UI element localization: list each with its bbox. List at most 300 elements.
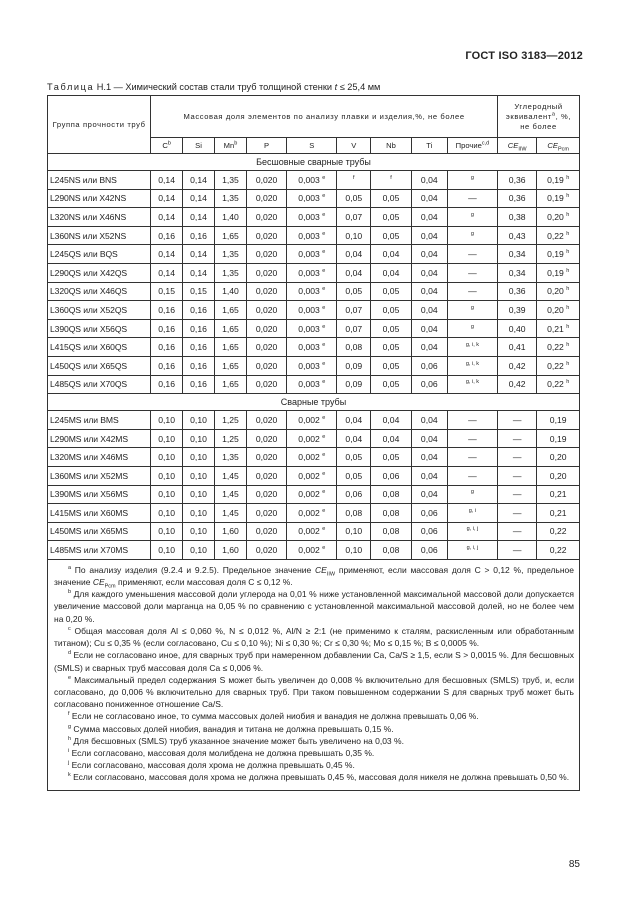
cell-value: 0,10 xyxy=(345,230,363,241)
table-cell xyxy=(498,541,537,560)
table-cell xyxy=(337,226,371,245)
cell-value: 0,020 xyxy=(255,433,278,444)
cell-value: 0,04 xyxy=(420,230,438,241)
cell-value: 0,34 xyxy=(508,249,526,260)
cell-value: 0,020 xyxy=(255,230,278,241)
footnote: $^k$ Если согласовано, массовая доля хрома не должна превышать 0,45 %, массовая доля никеля не должна превышать 0,50 %. xyxy=(68,772,570,783)
footnote-marker: g xyxy=(470,212,474,219)
table-cell xyxy=(246,263,286,282)
cell-value: 0,20 xyxy=(547,286,564,297)
table-cell xyxy=(183,448,215,467)
cell-value: 0,04 xyxy=(420,452,438,463)
table-cell xyxy=(183,301,215,320)
col-p: P xyxy=(246,138,286,154)
cell-value: 0,06 xyxy=(420,379,438,390)
table-cell xyxy=(371,375,411,394)
cell-value: 0,003 xyxy=(298,286,320,297)
cell-value: 1,65 xyxy=(222,342,239,353)
table-cell xyxy=(48,448,151,467)
table-cell xyxy=(214,356,246,375)
table-cell xyxy=(371,189,411,208)
table-cell xyxy=(411,301,447,320)
cell-value: 0,05 xyxy=(345,286,363,297)
footnote: $^g$ Сумма массовых долей ниобия, ванадия и титана не должна превышать 0,15 %. xyxy=(68,723,394,734)
table-row xyxy=(48,522,580,541)
cell-value: 0,020 xyxy=(255,211,278,222)
table-cell xyxy=(48,522,151,541)
footnote-marker: e xyxy=(322,452,326,459)
cell-value: 1,45 xyxy=(222,470,239,481)
header-carbon-equivalent xyxy=(498,96,580,138)
caption-text: Н.1 — Химический состав стали труб толщиной стенки xyxy=(96,82,333,92)
cell-value: 0,22 xyxy=(549,526,567,537)
footnote-marker: h xyxy=(566,174,570,181)
table-cell xyxy=(246,375,286,394)
cell-value: 0,10 xyxy=(158,489,175,500)
footnote-marker: e xyxy=(322,230,326,237)
table-row xyxy=(48,245,580,264)
table-cell xyxy=(246,485,286,504)
cell-value: 0,15 xyxy=(190,286,207,297)
cell-value: L390MS или X56MS xyxy=(50,489,128,500)
table-cell xyxy=(371,541,411,560)
footnote-mark: b xyxy=(68,589,72,596)
cell-value: 0,10 xyxy=(158,470,175,481)
cell-value: 0,16 xyxy=(190,379,207,390)
cell-value: 0,10 xyxy=(190,433,207,444)
header-mass-fraction: Массовая доля элементов по анализу плавки и изделия,%, не более xyxy=(151,96,498,138)
table-cell xyxy=(183,208,215,227)
table-row xyxy=(48,541,580,560)
cell-value: L245QS или BQS xyxy=(50,249,118,260)
cell-value: L360NS или X52NS xyxy=(50,230,127,241)
table-cell xyxy=(48,245,151,264)
table-cell xyxy=(371,226,411,245)
table-cell xyxy=(447,319,497,338)
cell-value: 0,020 xyxy=(255,379,278,390)
col-other xyxy=(447,138,497,154)
cell-value: 0,05 xyxy=(382,286,400,297)
col-other-note: c,d xyxy=(481,140,490,147)
table-cell xyxy=(447,245,497,264)
cell-value: — xyxy=(512,433,522,444)
cell-value: 0,10 xyxy=(345,526,363,537)
table-cell xyxy=(183,171,215,190)
table-cell xyxy=(498,263,537,282)
table-cell xyxy=(48,226,151,245)
cell-value: 1,25 xyxy=(222,414,239,425)
table-cell xyxy=(337,504,371,523)
footnote-marker: e xyxy=(322,193,326,200)
table-cell xyxy=(498,448,537,467)
cell-value: 0,21 xyxy=(547,323,564,334)
cell-value: 0,08 xyxy=(345,507,363,518)
table-cell xyxy=(151,541,183,560)
footnote-marker: e xyxy=(322,470,326,477)
cell-value: 0,19 xyxy=(547,267,564,278)
cell-value: L415QS или X60QS xyxy=(50,342,128,353)
table-cell xyxy=(337,411,371,430)
cell-value: 0,10 xyxy=(190,489,207,500)
table-cell xyxy=(498,171,537,190)
table-cell xyxy=(411,189,447,208)
cell-value: 0,15 xyxy=(158,286,175,297)
footnote: $^c$ Общая массовая доля Al ≤ 0,060 %, N ≤ 0,012 %, Al/N ≥ 2:1 (не применимо к сталям, раскисленным или обработанным титаном); Cu ≤ 0,35 % (если согласовано, Cu ≤ 0,10 %); Ni ≤ 0,30 %; Cr ≤ 0,30 %; Mo ≤ 0,15 %; B ≤ 0,0005 %. xyxy=(54,625,574,649)
table-cell xyxy=(214,522,246,541)
table-cell xyxy=(537,338,580,357)
cell-value: 0,10 xyxy=(190,507,207,518)
cell-value: 0,36 xyxy=(508,286,526,297)
table-cell xyxy=(337,541,371,560)
table-cell xyxy=(337,448,371,467)
section-seamless: Бесшовные сварные трубы xyxy=(48,154,580,171)
cell-value: — xyxy=(512,526,522,537)
cell-value: 0,10 xyxy=(158,433,175,444)
table-cell xyxy=(287,208,337,227)
table-cell xyxy=(411,356,447,375)
cell-value: L360QS или X52QS xyxy=(50,304,128,315)
cell-value: L245MS или BMS xyxy=(50,414,119,425)
footnote-marker: h xyxy=(566,379,570,386)
cell-value: 0,10 xyxy=(158,414,175,425)
table-cell xyxy=(214,282,246,301)
table-cell xyxy=(337,263,371,282)
table-cell xyxy=(447,522,497,541)
cell-value: — xyxy=(468,267,477,278)
table-row xyxy=(48,226,580,245)
cell-value: 0,42 xyxy=(508,379,526,390)
cell-value: 0,21 xyxy=(549,507,567,518)
cell-value: — xyxy=(512,470,522,481)
footnote-marker: e xyxy=(322,489,326,496)
col-ce-iiw-sub: IIW xyxy=(518,146,527,153)
cell-value: — xyxy=(512,507,522,518)
table-cell xyxy=(537,189,580,208)
table-row xyxy=(48,411,580,430)
table-cell xyxy=(411,338,447,357)
cell-value: 0,16 xyxy=(190,323,207,334)
footnote-marker: e xyxy=(322,212,326,219)
cell-value: 1,60 xyxy=(222,545,239,556)
cell-value: 0,22 xyxy=(547,342,564,353)
cell-value: 0,020 xyxy=(255,249,278,260)
cell-value: 0,08 xyxy=(382,507,400,518)
table-cell xyxy=(498,226,537,245)
footnote-mark: g xyxy=(68,723,72,730)
col-ce-pcm-sub: Pcm xyxy=(557,146,569,153)
table-cell xyxy=(214,429,246,448)
table-cell xyxy=(498,504,537,523)
cell-value: 0,003 xyxy=(298,360,320,371)
cell-value: 0,14 xyxy=(190,249,207,260)
table-footnotes xyxy=(48,559,580,790)
table-cell xyxy=(214,226,246,245)
table-cell xyxy=(537,356,580,375)
table-cell xyxy=(287,245,337,264)
cell-value: 0,003 xyxy=(298,342,320,353)
table-cell xyxy=(537,245,580,264)
table-cell xyxy=(537,282,580,301)
cell-value: 0,16 xyxy=(190,230,207,241)
cell-value: 0,04 xyxy=(420,211,438,222)
col-nb: Nb xyxy=(371,138,411,154)
table-cell xyxy=(447,301,497,320)
table-cell xyxy=(287,301,337,320)
footnote-marker: h xyxy=(566,212,570,219)
cell-value: 0,08 xyxy=(345,342,363,353)
table-cell xyxy=(151,208,183,227)
footnote-marker: e xyxy=(322,305,326,312)
table-cell xyxy=(287,171,337,190)
cell-value: 0,05 xyxy=(382,360,400,371)
footnote: $^j$ Если согласовано, массовая доля хрома не должна превышать 0,45 %. xyxy=(68,760,355,771)
cell-value: 0,08 xyxy=(382,489,400,500)
col-mn-label: Mn xyxy=(223,141,235,151)
cell-value: — xyxy=(468,433,477,444)
cell-value: 0,020 xyxy=(255,193,278,204)
table-cell xyxy=(287,429,337,448)
table-cell xyxy=(151,504,183,523)
table-cell xyxy=(447,338,497,357)
cell-value: 0,003 xyxy=(298,230,320,241)
cell-value: 0,07 xyxy=(345,323,363,334)
cell-value: 0,14 xyxy=(190,211,207,222)
table-cell xyxy=(287,448,337,467)
cell-value: 0,020 xyxy=(255,526,278,537)
table-cell xyxy=(337,189,371,208)
footnote-mark: e xyxy=(68,674,72,681)
cell-value: 0,020 xyxy=(255,286,278,297)
table-cell xyxy=(246,208,286,227)
cell-value: 0,43 xyxy=(508,230,526,241)
table-cell xyxy=(214,171,246,190)
col-c-note: b xyxy=(167,140,171,147)
footnote-marker: e xyxy=(322,415,326,422)
cell-value: L290NS или X42NS xyxy=(50,193,127,204)
table-cell xyxy=(287,263,337,282)
cell-value: 0,14 xyxy=(158,249,175,260)
cell-value: 0,04 xyxy=(420,489,438,500)
table-row xyxy=(48,171,580,190)
cell-value: 1,65 xyxy=(222,323,239,334)
table-cell xyxy=(287,375,337,394)
table-cell xyxy=(214,301,246,320)
table-row xyxy=(48,189,580,208)
caption-prefix: Таблица xyxy=(47,82,95,92)
cell-value: L485MS или X70MS xyxy=(50,545,128,556)
footnote-marker: e xyxy=(322,174,326,181)
footnote-marker: h xyxy=(566,342,570,349)
header-ce-text: Углеродный эквивалент xyxy=(505,101,563,121)
cell-value: 0,04 xyxy=(420,249,438,260)
footnote-marker: g, i, k xyxy=(465,360,480,367)
cell-value: 1,35 xyxy=(222,452,239,463)
cell-value: 0,04 xyxy=(345,267,363,278)
table-cell xyxy=(537,448,580,467)
table-cell xyxy=(151,356,183,375)
table-cell xyxy=(151,189,183,208)
cell-value: 0,020 xyxy=(255,414,278,425)
footnote: $^d$ Если не согласовано иное, для сварных труб при намеренном добавлении Ca, Ca/S ≥ 1,5, если S > 0,0015 %. Для бесшовных (SMLS) и сварных труб массовая доля Ca ≤ 0,006 %. xyxy=(54,650,574,673)
table-cell xyxy=(371,522,411,541)
cell-value: 0,06 xyxy=(420,507,438,518)
footnote: $^i$ Если согласовано, массовая доля молибдена не должна превышать 0,35 %. xyxy=(68,747,375,758)
footnote-marker: g xyxy=(470,305,474,312)
cell-value: 0,16 xyxy=(158,360,175,371)
table-cell xyxy=(411,448,447,467)
table-cell xyxy=(151,245,183,264)
cell-value: 0,09 xyxy=(345,379,363,390)
table-cell xyxy=(183,226,215,245)
footnote: $^f$ Если не согласовано иное, то сумма массовых долей ниобия и ванадия не должна превышать 0,06 %. xyxy=(68,711,479,722)
cell-value: 0,05 xyxy=(382,211,400,222)
section-welded: Сварные трубы xyxy=(48,394,580,411)
table-cell xyxy=(411,282,447,301)
table-cell xyxy=(447,541,497,560)
cell-value: 0,05 xyxy=(345,452,363,463)
cell-value: 0,020 xyxy=(255,267,278,278)
cell-value: 0,19 xyxy=(547,193,564,204)
footnote-marker: h xyxy=(566,305,570,312)
cell-value: 0,020 xyxy=(255,323,278,334)
table-cell xyxy=(498,429,537,448)
table-cell xyxy=(183,245,215,264)
table-cell xyxy=(48,301,151,320)
cell-value: 0,04 xyxy=(382,267,400,278)
cell-value: 0,14 xyxy=(158,267,175,278)
cell-value: 0,020 xyxy=(255,470,278,481)
footnote-marker: h xyxy=(566,267,570,274)
cell-value: 0,22 xyxy=(547,360,564,371)
cell-value: 0,41 xyxy=(508,342,526,353)
footnote-marker: e xyxy=(322,379,326,386)
table-cell xyxy=(411,319,447,338)
table-cell xyxy=(498,522,537,541)
footnote-marker: e xyxy=(322,286,326,293)
chemical-composition-table xyxy=(47,95,580,791)
col-c-label: C xyxy=(162,141,168,151)
footnote-mark: a xyxy=(68,565,72,572)
cell-value: 0,20 xyxy=(549,470,567,481)
cell-value: — xyxy=(512,414,522,425)
footnote-marker: g, i, j xyxy=(466,526,479,533)
table-cell xyxy=(151,263,183,282)
cell-value: L450QS или X65QS xyxy=(50,360,128,371)
cell-value: 0,16 xyxy=(158,323,175,334)
footnote-marker: g, i, k xyxy=(465,379,480,386)
cell-value: 0,020 xyxy=(255,452,278,463)
cell-value: 0,04 xyxy=(420,304,438,315)
cell-value: 0,002 xyxy=(298,470,320,481)
table-cell xyxy=(498,485,537,504)
table-cell xyxy=(287,189,337,208)
footnote-marker: f xyxy=(390,174,392,181)
table-row xyxy=(48,448,580,467)
table-cell xyxy=(411,541,447,560)
cell-value: 0,06 xyxy=(382,470,400,481)
table-cell xyxy=(246,301,286,320)
table-cell xyxy=(371,411,411,430)
cell-value: 0,36 xyxy=(508,174,526,185)
table-cell xyxy=(447,226,497,245)
table-cell xyxy=(411,411,447,430)
table-cell xyxy=(498,319,537,338)
table-cell xyxy=(537,301,580,320)
table-cell xyxy=(337,485,371,504)
table-cell xyxy=(447,448,497,467)
cell-value: 0,34 xyxy=(508,267,526,278)
cell-value: L450MS или X65MS xyxy=(50,526,128,537)
table-cell xyxy=(537,319,580,338)
cell-value: — xyxy=(512,452,522,463)
table-cell xyxy=(246,282,286,301)
cell-value: 0,05 xyxy=(345,193,363,204)
cell-value: 0,36 xyxy=(508,193,526,204)
table-cell xyxy=(287,338,337,357)
table-cell xyxy=(537,429,580,448)
footnote-marker: g xyxy=(470,174,474,181)
table-cell xyxy=(287,466,337,485)
table-cell xyxy=(337,429,371,448)
table-cell xyxy=(183,263,215,282)
col-si: Si xyxy=(183,138,215,154)
table-row xyxy=(48,429,580,448)
cell-value: 0,09 xyxy=(345,360,363,371)
table-cell xyxy=(498,282,537,301)
caption-variable: t xyxy=(334,82,338,92)
cell-value: 0,05 xyxy=(382,230,400,241)
table-cell xyxy=(246,466,286,485)
cell-value: 0,10 xyxy=(190,545,207,556)
table-cell xyxy=(337,301,371,320)
table-cell xyxy=(214,319,246,338)
col-ce-iiw xyxy=(498,138,537,154)
cell-value: 0,04 xyxy=(420,174,438,185)
footnote-mark: d xyxy=(68,650,72,657)
table-cell xyxy=(214,375,246,394)
table-cell xyxy=(411,485,447,504)
table-cell xyxy=(246,338,286,357)
cell-value: 0,14 xyxy=(190,174,207,185)
table-cell xyxy=(151,466,183,485)
document-code: ГОСТ ISO 3183—2012 xyxy=(465,50,583,62)
table-cell xyxy=(371,245,411,264)
table-cell xyxy=(337,522,371,541)
cell-value: 0,16 xyxy=(158,379,175,390)
page-number: 85 xyxy=(568,859,580,870)
table-cell xyxy=(214,263,246,282)
table-cell xyxy=(537,171,580,190)
cell-value: 0,14 xyxy=(158,174,175,185)
cell-value: 0,003 xyxy=(298,267,320,278)
cell-value: 0,002 xyxy=(298,526,320,537)
cell-value: 0,42 xyxy=(508,360,526,371)
footnote-mark: f xyxy=(68,711,70,718)
table-cell xyxy=(287,485,337,504)
cell-value: 1,40 xyxy=(222,211,239,222)
cell-value: 0,10 xyxy=(158,452,175,463)
cell-value: 0,003 xyxy=(298,323,320,334)
table-cell xyxy=(48,356,151,375)
table-cell xyxy=(48,375,151,394)
table-cell xyxy=(411,504,447,523)
table-cell xyxy=(447,504,497,523)
cell-value: 0,04 xyxy=(420,433,438,444)
cell-value: 0,002 xyxy=(298,489,320,500)
table-cell xyxy=(537,504,580,523)
table-cell xyxy=(183,356,215,375)
table-cell xyxy=(537,541,580,560)
